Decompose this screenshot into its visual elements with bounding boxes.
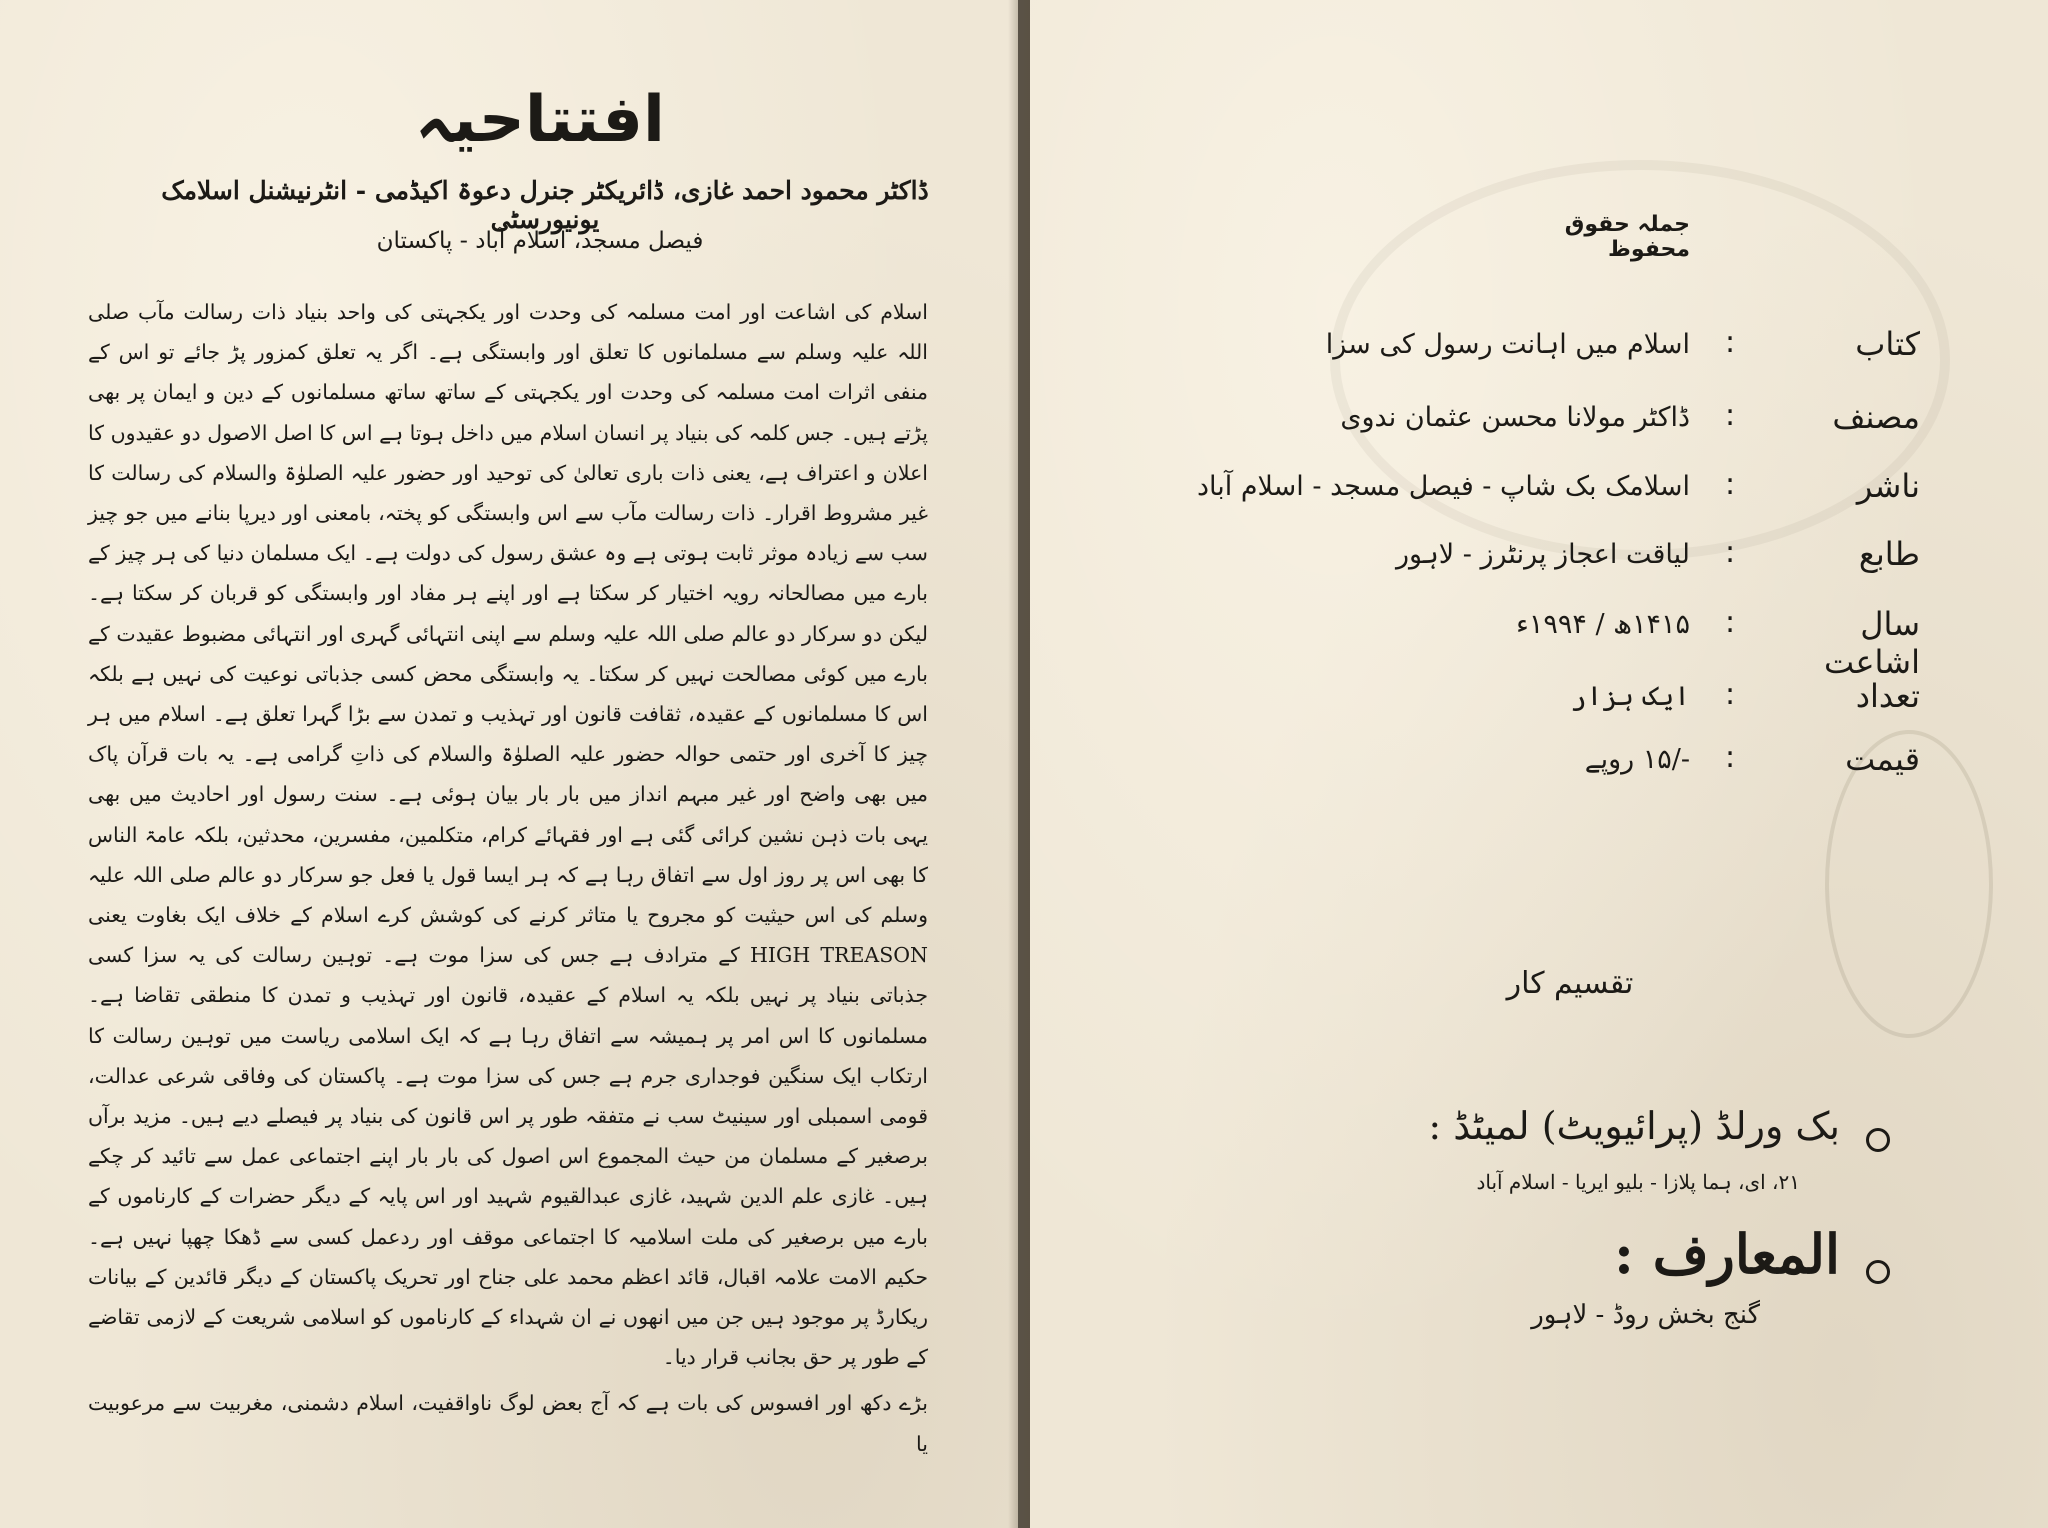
info-label: ناشر: [1856, 467, 1920, 505]
distributor-name: المعارف :: [1614, 1222, 1840, 1286]
info-row-quantity: [1160, 677, 1920, 737]
info-colon: :: [1724, 325, 1736, 360]
info-colon: :: [1724, 535, 1736, 570]
bullet-icon: [1866, 1260, 1890, 1284]
info-value: اسلام میں اہانت رسول کی سزا: [1325, 329, 1690, 360]
distributor-name: بک ورلڈ (پرائیویٹ) لمیٹڈ :: [1428, 1104, 1840, 1148]
info-row-printer: [1160, 535, 1920, 595]
info-row-book: [1160, 325, 1920, 385]
info-colon: :: [1724, 740, 1736, 775]
info-value: -/۱۵ روپے: [1584, 744, 1690, 775]
bullet-icon: [1866, 1128, 1890, 1152]
info-label: تعداد: [1855, 677, 1920, 715]
info-label: مصنف: [1832, 398, 1920, 436]
info-colon: :: [1724, 677, 1736, 712]
author-line: ڈاکٹر محمود احمد غازی، ڈائریکٹر جنرل دعوۃ اکیڈمی - انٹرنیشنل اسلامک یونیورسٹی: [161, 176, 929, 234]
info-value: ایک ہزار: [1570, 681, 1690, 712]
distributor-address: گنج بخش روڈ - لاہور: [1531, 1300, 1760, 1330]
info-row-price: [1160, 740, 1920, 800]
preface-paragraph: اسلام کی اشاعت اور امت مسلمہ کی وحدت اور یکجہتی کی واحد بنیاد ذات رسالت مآب صلی اللہ علیہ وسلم سے مسلمانوں کا تعلق اور وابستگی ہے۔ اگر یہ تعلق کمزور پڑ جائے تو اس کے منفی اثرات امت مسلمہ کی وحدت اور یکجہتی کے ساتھ ساتھ مسلمانوں کے دین و ایمان پر بھی پڑتے ہیں۔ جس کلمہ کی بنیاد پر انسان اسلام میں داخل ہوتا ہے اس کا اصل الاصول دو عقیدوں کا اعلان و اعتراف ہے، یعنی ذات باری تعالیٰ کی توحید اور حضور علیہ الصلوٰۃ والسلام کی رسالت کا غیر مشروط اقرار۔ ذات رسالت مآب سے اس وابستگی کو پختہ، بامعنی اور دیرپا بنانے میں جو چیز سب سے زیادہ موثر ثابت ہوتی ہے وہ عشق رسول کی دولت ہے۔ ایک مسلمان دنیا کی ہر چیز کے بارے میں مصالحانہ رویہ اختیار کر سکتا ہے اور اپنے ہر مفاد اور وابستگی کو قربان کر سکتا ہے۔ لیکن دو سرکار دو عالم صلی اللہ علیہ وسلم سے اپنی انتہائی گہری اور انتہائی مضبوط عقیدت کے بارے میں کوئی مصالحت نہیں کر سکتا۔ یہ وابستگی محض کسی جذباتی نوعیت کی نہیں ہے بلکہ اس کا مسلمانوں کے عقیدہ، ثقافت قانون اور تہذیب و تمدن سے بڑا گہرا تعلق ہے۔ اسلام میں ہر چیز کا آخری اور حتمی حوالہ حضور علیہ الصلوٰۃ والسلام کی ذاتِ گرامی ہے۔ یہ بات قرآن پاک میں بھی واضح اور غیر مبہم انداز میں بار بار بیان ہوئی ہے۔ سنت رسول اور احادیث میں بھی یہی بات ذہن نشین کرائی گئی ہے اور فقہائے کرام، متکلمین، مفسرین، محدثین، بلکہ عامۃ الناس کا بھی اس پر روز اول سے اتفاق رہا ہے کہ ہر ایسا قول یا فعل جو سرکار دو عالم صلی اللہ علیہ وسلم کی اس حیثیت کو مجروح یا متاثر کرنے کی کوشش کرے اسلام کے خلاف ایک بغاوت یعنی HIGH TREASON کے مترادف ہے جس کی سزا موت ہے۔ توہین رسالت کی یہ سزا کسی جذباتی بنیاد پر نہیں بلکہ یہ اسلام کے عقیدہ، قانون اور تہذیب و تمدن کا منطقی تقاضا ہے۔ مسلمانوں کا اس امر پر ہمیشہ سے اتفاق رہا ہے کہ ایک اسلامی ریاست میں توہین رسالت کا ارتکاب ایک سنگین فوجداری جرم ہے جس کی سزا موت ہے۔ پاکستان کی وفاقی شرعی عدالت، قومی اسمبلی اور سینیٹ سب نے متفقہ طور پر اس قانون کی بنیاد پر فیصلے دیے ہیں۔ مزید برآں برصغیر کے مسلمان من حیث المجموع اس اصول کی بار بار اپنے اجتماعی عمل سے تائید کر چکے ہیں۔ غازی علم الدین شہید، غازی عبدالقیوم شہید اور اس پایہ کے دیگر حضرات کے کارناموں کے بارے میں برصغیر کی ملت اسلامیہ کا اجتماعی موقف اور ردعمل کسی سے ڈھکا چھپا نہیں ہے۔ حکیم الامت علامہ اقبال، قائد اعظم محمد علی جناح اور تحریک پاکستان کے دیگر قائدین کے بیانات ریکارڈ پر موجود ہیں جن میں انھوں نے ان شہداء کے کارناموں کو اسلامی شریعت کے لازمی تقاضے کے طور پر حق بجانب قرار دیا۔: [88, 300, 929, 1370]
distribution-title: تقسیم کار: [1506, 966, 1634, 1001]
info-value: ۱۴۱۵ھ / ۱۹۹۴ء: [1516, 609, 1690, 640]
info-row-author: [1160, 398, 1920, 458]
info-row-year: [1160, 605, 1920, 681]
info-row-publisher: [1160, 467, 1920, 527]
info-label: سال اشاعت: [1824, 605, 1920, 681]
info-label: طابع: [1858, 535, 1920, 573]
preface-last-line: بڑے دکھ اور افسوس کی بات ہے کہ آج بعض لوگ ناواقفیت، اسلام دشمنی، مغربیت سے مرعوبیت یا: [88, 1391, 928, 1456]
copyright-notice: جملہ حقوق محفوظ: [1564, 212, 1690, 262]
address-line: فیصل مسجد، اسلام آباد - پاکستان: [376, 228, 704, 254]
info-colon: :: [1724, 398, 1736, 433]
info-label: قیمت: [1845, 740, 1920, 778]
left-page: [0, 0, 1018, 1528]
page-title: افتتاحیہ: [415, 83, 665, 157]
distributor-address: ۲۱، ای، ہما پلازا - بلیو ایریا - اسلام آباد: [1476, 1170, 1800, 1194]
info-value: ڈاکٹر مولانا محسن عثمان ندوی: [1340, 402, 1690, 433]
info-value: لیاقت اعجاز پرنٹرز - لاہور: [1396, 539, 1690, 570]
info-value: اسلامک بک شاپ - فیصل مسجد - اسلام آباد: [1196, 471, 1690, 502]
preface-body: [88, 292, 928, 1464]
info-colon: :: [1724, 605, 1736, 640]
info-label: کتاب: [1855, 325, 1920, 363]
info-colon: :: [1724, 467, 1736, 502]
